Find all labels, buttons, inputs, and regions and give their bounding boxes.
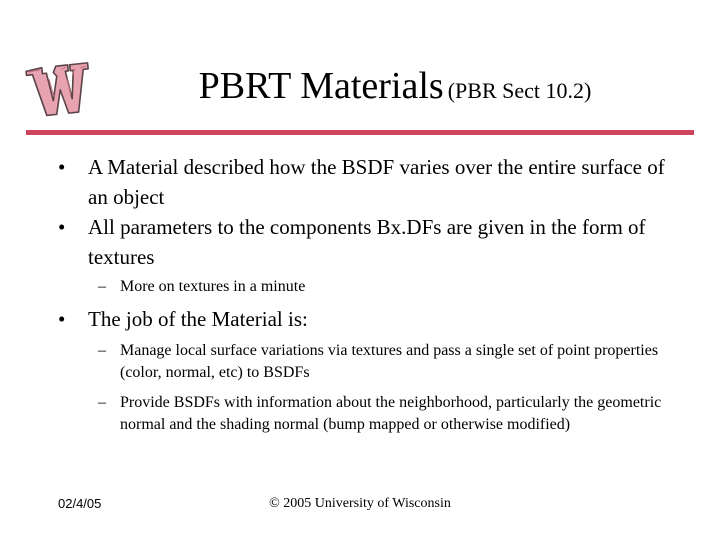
sub-bullet-text: Provide BSDFs with information about the neighborhood, particularly the geometric normal and the shading normal (bump mapped or otherwise modified) <box>120 394 662 433</box>
dash-marker: – <box>98 394 106 411</box>
sub-bullet-text: More on textures in a minute <box>120 278 306 295</box>
title-divider <box>26 130 694 135</box>
dash-marker: – <box>98 342 106 359</box>
bullet-item <box>58 304 668 334</box>
dash-marker: – <box>98 278 106 295</box>
footer-copyright: © 2005 University of Wisconsin <box>269 496 451 511</box>
bullet-marker: • <box>58 155 66 179</box>
uw-logo-icon <box>22 50 96 126</box>
sub-bullet-item <box>98 340 678 384</box>
title-main: PBRT Materials <box>198 65 444 107</box>
bullet-marker: • <box>58 307 66 331</box>
sub-bullet-item <box>98 392 678 436</box>
bullet-marker: • <box>58 215 66 239</box>
footer-date: 02/4/05 <box>58 496 102 511</box>
bullet-text: A Material described how the BSDF varies over the entire surface of an object <box>88 155 665 209</box>
title-section-ref: (PBR Sect 10.2) <box>447 78 592 103</box>
sub-bullet-item <box>98 276 678 298</box>
sub-bullet-text: Manage local surface variations via textures and pass a single set of point properties (color, normal, etc) to BSDFs <box>120 342 659 381</box>
bullet-item <box>58 152 668 212</box>
slide-title <box>160 64 630 108</box>
bullet-text: The job of the Material is: <box>88 307 308 331</box>
bullet-text: All parameters to the components Bx.DFs are given in the form of textures <box>88 215 646 269</box>
bullet-item <box>58 212 668 272</box>
